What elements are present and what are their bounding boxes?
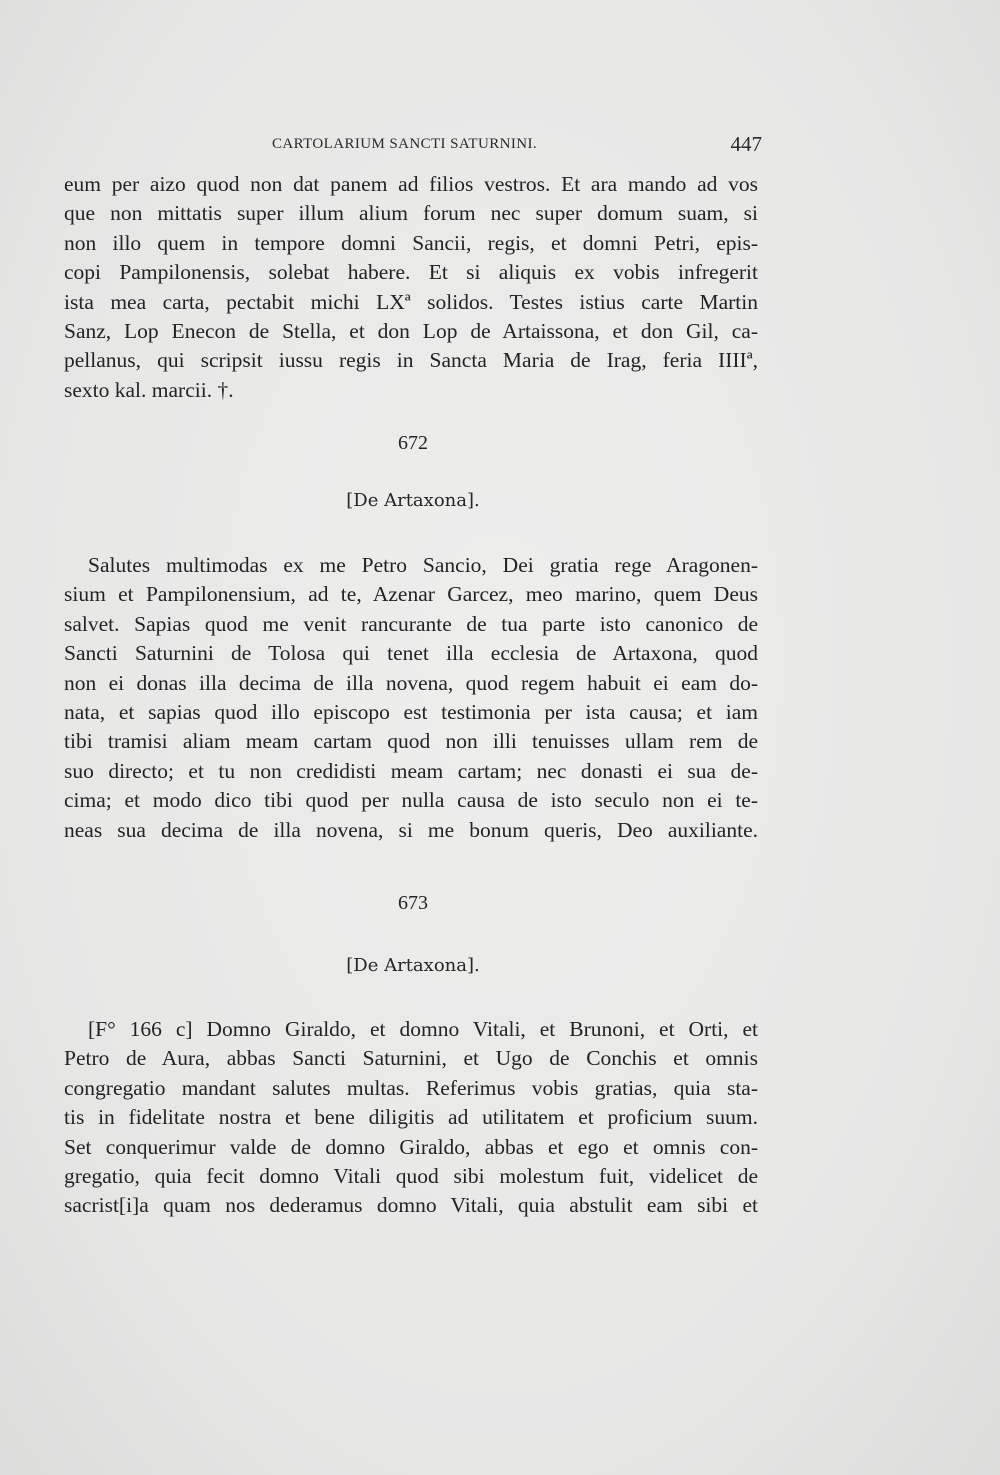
running-head <box>272 134 762 156</box>
text-line: pellanus, qui scripsit iussu regis in Sancta Maria de Irag, feria IIIIª, <box>64 348 758 373</box>
text-line: suo directo; et tu non credidisti meam cartam; nec donasti ei sua de- <box>64 758 758 783</box>
continuation-paragraph <box>64 170 758 405</box>
text-line: salvet. Sapias quod me venit rancurante de tua parte isto canonico de <box>64 611 758 636</box>
text-line: tibi tramisi aliam meam cartam quod non illi tenuisses ullam rem de <box>64 729 758 754</box>
text-line: copi Pampilonensis, solebat habere. Et si aliquis ex vobis infregerit <box>64 260 758 285</box>
charter-number: 672 <box>398 432 428 454</box>
text-line: [F° 166 c] Domno Giraldo, et domno Vitali, et Brunoni, et Orti, et <box>88 1017 758 1041</box>
text-line: non ei donas illa decima de illa novena, quod regem habuit ei eam do- <box>64 670 758 695</box>
charter-body <box>64 551 758 845</box>
text-line: ista mea carta, pectabit michi LXª solidos. Testes istius carte Martin <box>64 289 758 314</box>
text-line: Salutes multimodas ex me Petro Sancio, Dei gratia rege Aragonen- <box>88 553 758 577</box>
text-line: Sancti Saturnini de Tolosa qui tenet illa ecclesia de Artaxona, quod <box>64 641 758 666</box>
text-line: Petro de Aura, abbas Sancti Saturnini, et Ugo de Conchis et omnis <box>64 1046 758 1071</box>
text-line: sacrist[i]a quam nos dederamus domno Vitali, quia abstulit eam sibi et <box>64 1193 758 1218</box>
text-line: congregatio mandant salutes multas. Referimus vobis gratias, quia sta- <box>64 1075 758 1100</box>
text-line: que non mittatis super illum alium forum nec super domum suam, si <box>64 201 758 226</box>
text-line: eum per aizo quod non dat panem ad filios vestros. Et ara mando ad vos <box>64 172 758 196</box>
text-line: gregatio, quia fecit domno Vitali quod sibi molestum fuit, videlicet de <box>64 1164 758 1189</box>
text-line: sium et Pampilonensium, ad te, Azenar Garcez, meo marino, quem Deus <box>64 582 758 607</box>
page-number: 447 <box>730 132 762 156</box>
text-line: Set conquerimur valde de domno Giraldo, abbas et ego et omnis con- <box>64 1134 758 1159</box>
text-line: neas sua decima de illa novena, si me bonum queris, Deo auxiliante. <box>64 817 758 842</box>
running-title: CARTOLARIUM SANCTI SATURNINI. <box>272 136 538 152</box>
text-line: nata, et sapias quod illo episcopo est testimonia per ista causa; et iam <box>64 700 758 725</box>
text-line: Sanz, Lop Enecon de Stella, et don Lop de Artaissona, et don Gil, ca- <box>64 319 758 344</box>
charter-number: 673 <box>398 892 428 914</box>
charter-body <box>64 1015 758 1221</box>
text-line: tis in fidelitate nostra et bene diligitis ad utilitatem et proficium suum. <box>64 1105 758 1130</box>
text-line: cima; et modo dico tibi quod per nulla causa de isto seculo non ei te- <box>64 788 758 813</box>
text-line: non illo quem in tempore domni Sancii, regis, et domni Petri, epis- <box>64 230 758 255</box>
text-line: sexto kal. marcii. †. <box>64 377 234 402</box>
charter-title: [De Artaxona]. <box>346 955 480 976</box>
charter-title: [De Artaxona]. <box>346 490 480 511</box>
